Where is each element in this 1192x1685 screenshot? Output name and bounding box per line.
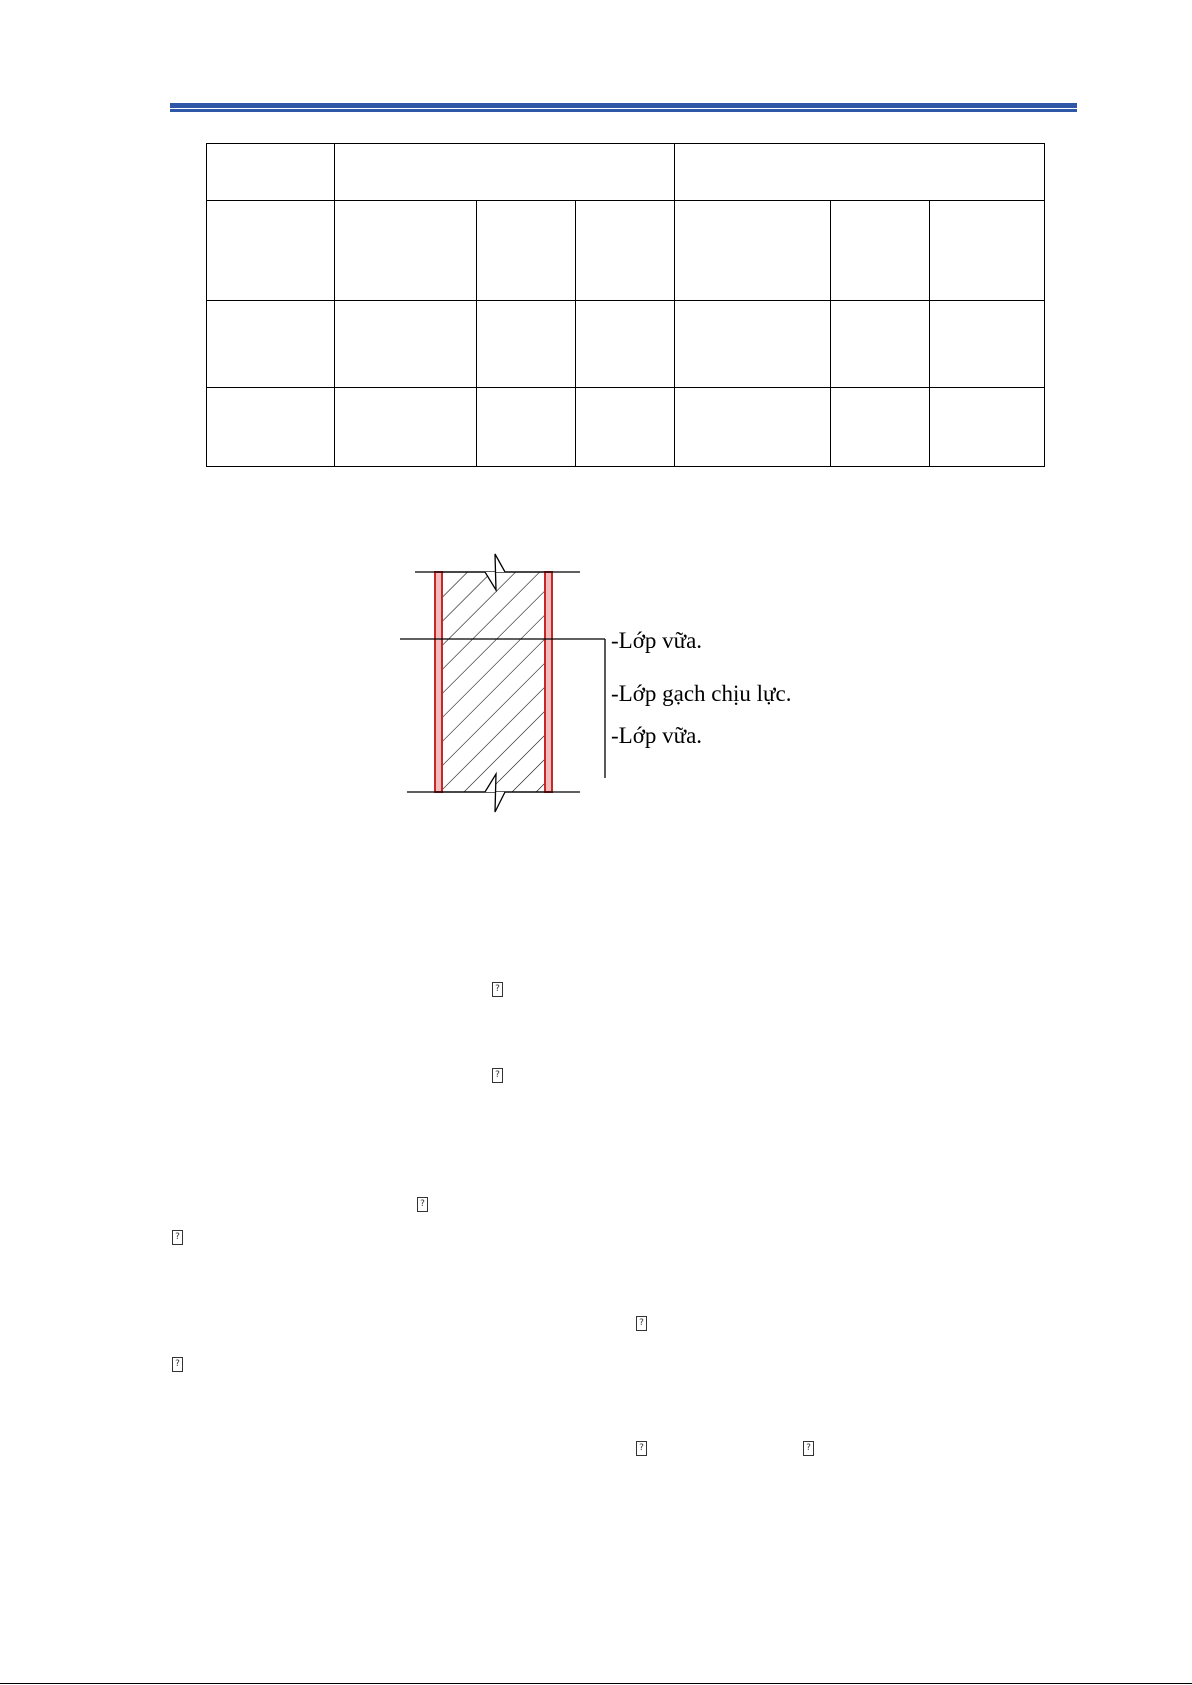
missing-glyph-icon: ? <box>492 1068 503 1083</box>
table-cell <box>335 388 477 467</box>
data-table <box>206 143 1045 467</box>
table-cell <box>831 301 930 388</box>
wall-section-figure <box>395 548 815 818</box>
table-row <box>207 301 1045 388</box>
mortar-layer-left <box>435 572 442 792</box>
table-cell <box>335 301 477 388</box>
page-header-rule <box>170 103 1077 112</box>
table-cell <box>930 388 1045 467</box>
table-cell <box>675 301 831 388</box>
table-cell <box>576 301 675 388</box>
table-cell <box>576 388 675 467</box>
table-cell <box>207 301 335 388</box>
table-cell <box>675 144 1045 201</box>
missing-glyph-icon: ? <box>492 982 503 997</box>
brick-layer <box>442 572 544 792</box>
table-cell <box>831 201 930 301</box>
missing-glyph-icon: ? <box>636 1316 647 1331</box>
missing-glyph-icon: ? <box>172 1230 183 1245</box>
label-mortar-bottom: -Lớp vữa. <box>611 723 703 748</box>
table-cell <box>675 201 831 301</box>
table-cell <box>477 301 576 388</box>
table-cell <box>477 201 576 301</box>
table-cell <box>930 201 1045 301</box>
missing-glyph-icon: ? <box>417 1197 428 1212</box>
table-cell <box>335 201 477 301</box>
table-row <box>207 201 1045 301</box>
table-row <box>207 388 1045 467</box>
label-mortar-top: -Lớp vữa. <box>611 628 703 653</box>
table-cell <box>207 144 335 201</box>
table-cell <box>207 201 335 301</box>
table-cell <box>576 201 675 301</box>
table-cell <box>675 388 831 467</box>
missing-glyph-icon: ? <box>803 1441 814 1456</box>
table-cell <box>335 144 675 201</box>
table-cell <box>831 388 930 467</box>
table-cell <box>207 388 335 467</box>
table-cell <box>930 301 1045 388</box>
table-header-row <box>207 144 1045 201</box>
missing-glyph-icon: ? <box>636 1441 647 1456</box>
label-brick-layer: -Lớp gạch chịu lực. <box>611 681 792 706</box>
page-footer-rule <box>0 1683 1192 1684</box>
missing-glyph-icon: ? <box>172 1357 183 1372</box>
table-cell <box>477 388 576 467</box>
mortar-layer-right <box>545 572 552 792</box>
